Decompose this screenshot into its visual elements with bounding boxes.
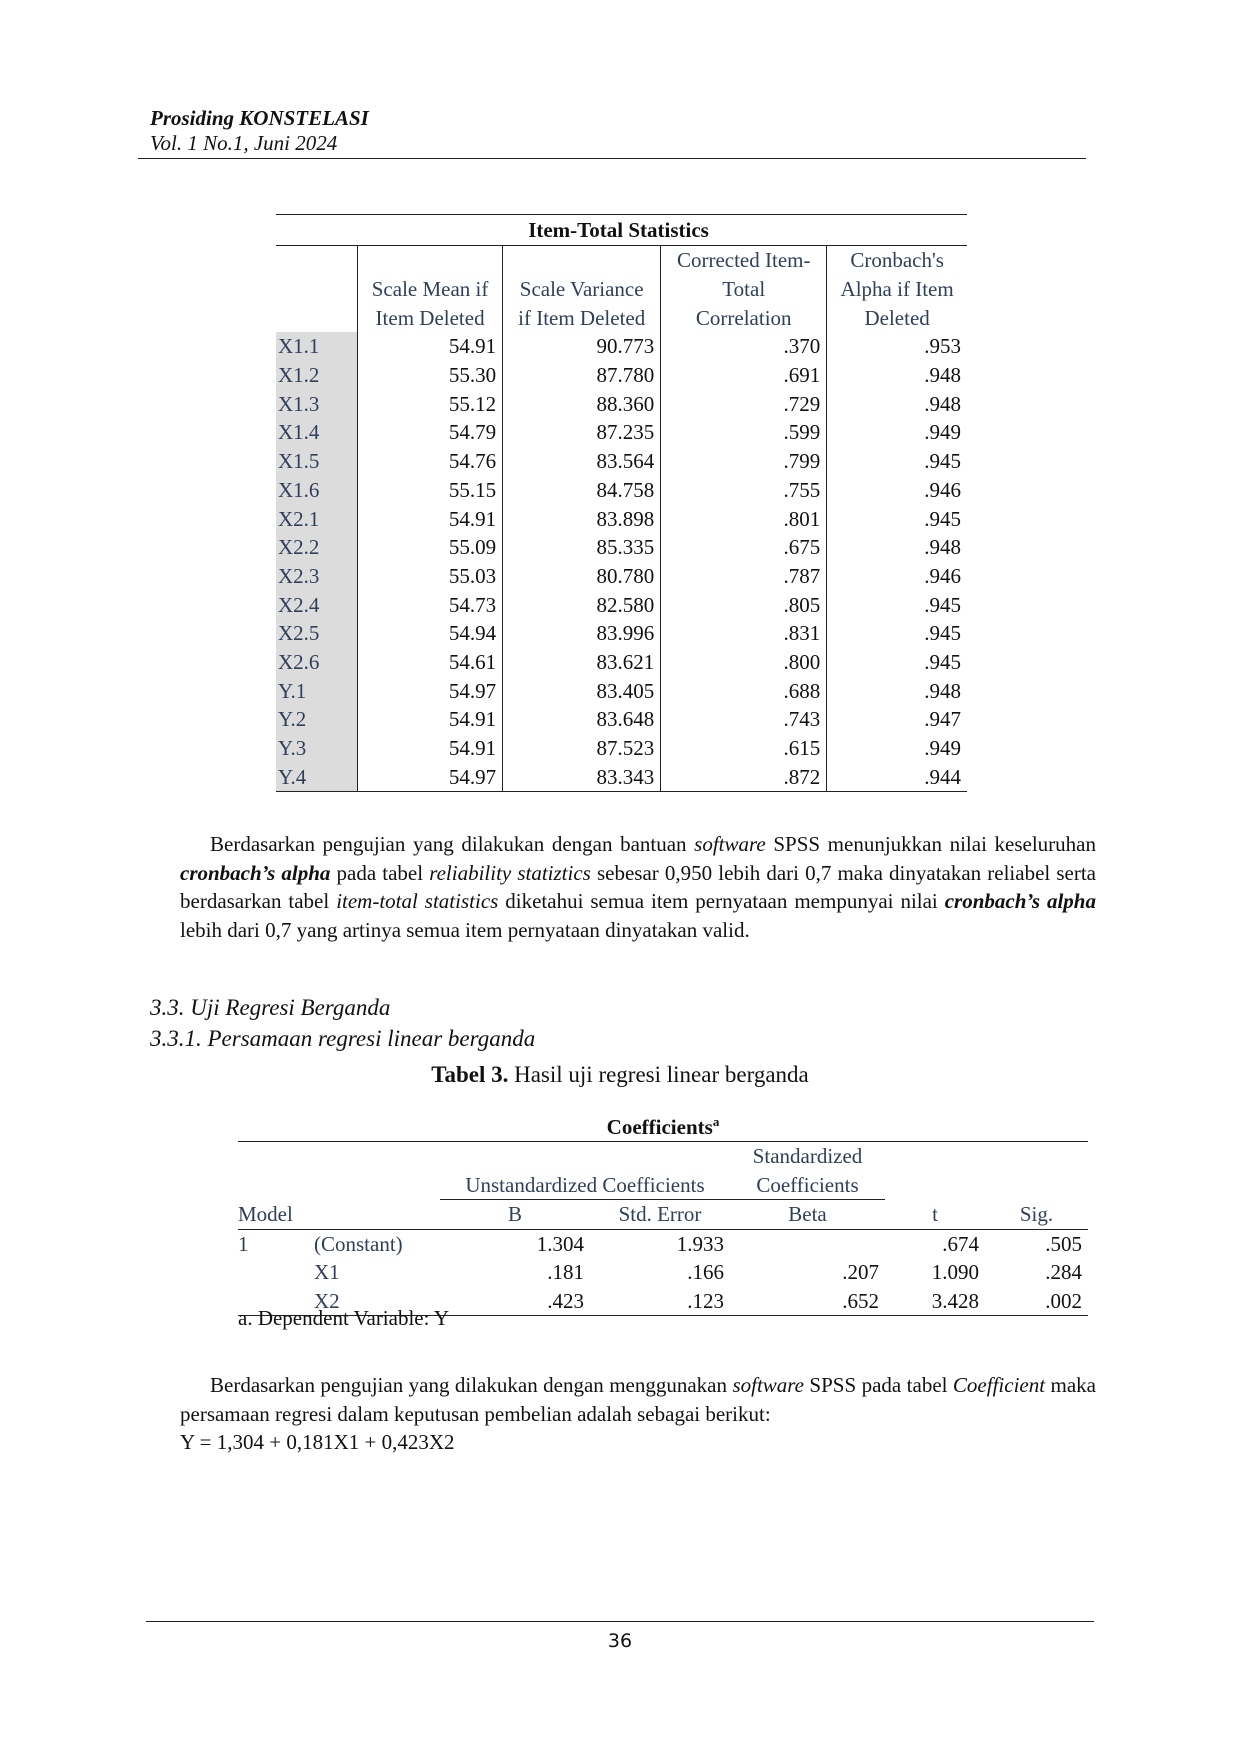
text-run: Berdasarkan pengujian yang dilakukan dengan bantuan [210,832,695,856]
cell-scale-variance: 83.898 [503,504,661,533]
italic-run: software [694,832,766,856]
cell-alpha-if-deleted: .949 [827,734,967,763]
stub-header [276,303,358,332]
journal-name: Prosiding KONSTELASI [150,106,369,130]
cell-scale-mean: 54.94 [358,619,503,648]
cell-scale-variance: 82.580 [503,590,661,619]
col-header: if Item Deleted [503,303,661,332]
col-header: Unstandardized Coefficients [440,1171,730,1200]
table-row [276,332,967,361]
cell-scale-mean: 54.79 [358,418,503,447]
predictor-name: (Constant) [314,1231,403,1256]
cell-scale-variance: 83.996 [503,619,661,648]
item-label: X1.3 [276,389,358,418]
cell-corrected-correlation: .800 [661,648,827,677]
cell-alpha-if-deleted: .947 [827,705,967,734]
cell-scale-variance: 88.360 [503,389,661,418]
cell-scale-mean: 54.91 [358,332,503,361]
italic-run: cronbach’s alpha [944,889,1096,913]
table-row [276,734,967,763]
cell-alpha-if-deleted: .948 [827,533,967,562]
table-row [276,705,967,734]
cell-corrected-correlation: .743 [661,705,827,734]
col-header: Scale Variance [503,275,661,304]
cell-beta: .652 [730,1287,885,1316]
stub-header [276,275,358,304]
stub-header [276,246,358,275]
cell-scale-variance: 83.343 [503,762,661,791]
cell-corrected-correlation: .675 [661,533,827,562]
cell-scale-variance: 83.648 [503,705,661,734]
cell-corrected-correlation: .599 [661,418,827,447]
table-footnote: a. Dependent Variable: Y [238,1306,450,1330]
cell-b: .423 [440,1287,590,1316]
cell-corrected-correlation: .805 [661,590,827,619]
cell-corrected-correlation: .831 [661,619,827,648]
col-header: Beta [730,1200,885,1230]
cell-se: 1.933 [676,1231,724,1256]
italic-run: software [732,1373,804,1397]
cell-t: .674 [942,1231,979,1256]
col-header [503,246,661,275]
cell-corrected-correlation: .691 [661,361,827,390]
col-header: Model [238,1200,440,1230]
coefficients-table [238,1108,1088,1316]
section-heading: 3.3. Uji Regresi Berganda [150,995,391,1020]
cell-beta [730,1229,885,1258]
cell-scale-variance: 80.780 [503,562,661,591]
journal-volume: Vol. 1 No.1, Juni 2024 [150,131,338,155]
table-row [276,676,967,705]
regression-equation: Y = 1,304 + 0,181X1 + 0,423X2 [180,1430,455,1454]
cell-scale-variance: 87.523 [503,734,661,763]
text-run: SPSS pada tabel [804,1373,953,1397]
item-label: X1.5 [276,447,358,476]
page-number: 36 [607,1630,633,1652]
cell-alpha-if-deleted: .946 [827,562,967,591]
paragraph-reliability [180,830,1096,944]
table-row [276,619,967,648]
cell-alpha-if-deleted: .948 [827,361,967,390]
text-run: lebih dari 0,7 yang artinya semua item pernyataan dinyatakan valid. [180,917,750,942]
predictor-name: X1 [314,1260,340,1285]
item-label: X2.6 [276,648,358,677]
table-row [238,1258,1088,1287]
cell-alpha-if-deleted: .946 [827,476,967,505]
cell-scale-mean: 55.09 [358,533,503,562]
item-label: Y.3 [276,734,358,763]
cell-scale-variance: 90.773 [503,332,661,361]
item-label: X2.3 [276,562,358,591]
cell-se: .166 [687,1260,724,1285]
col-header: Scale Mean if [358,275,503,304]
item-label: X2.1 [276,504,358,533]
table-caption [0,1062,1240,1088]
item-label: X1.6 [276,476,358,505]
col-header: Cronbach's [827,246,967,275]
cell-alpha-if-deleted: .948 [827,389,967,418]
cell-corrected-correlation: .755 [661,476,827,505]
cell-scale-variance: 83.564 [503,447,661,476]
col-header: t [885,1200,985,1230]
cell-se: .123 [590,1287,730,1316]
cell-scale-mean: 55.03 [358,562,503,591]
cell-t: 1.090 [931,1260,979,1285]
text-run: maka persamaan regresi dalam keputusan pembelian adalah sebagai berikut: [180,1373,1096,1426]
caption-label: Tabel 3. [431,1062,509,1087]
predictor-name: X2 [314,1287,440,1316]
item-label: X1.4 [276,418,358,447]
cell-scale-mean: 54.91 [358,705,503,734]
header-rule [138,158,1086,159]
col-header: Standardized [752,1144,863,1169]
cell-scale-mean: 54.97 [358,676,503,705]
cell-alpha-if-deleted: .948 [827,676,967,705]
cell-scale-variance: 83.405 [503,676,661,705]
col-header [358,246,503,275]
cell-t: 3.428 [885,1287,985,1316]
cell-scale-mean: 54.91 [358,504,503,533]
col-header: Coefficients [730,1171,885,1200]
cell-corrected-correlation: .370 [661,332,827,361]
item-label: X2.4 [276,590,358,619]
cell-scale-mean: 54.97 [358,762,503,791]
cell-beta: .207 [842,1260,879,1285]
cell-scale-variance: 87.780 [503,361,661,390]
italic-run: item-total statistics [336,889,499,913]
cell-alpha-if-deleted: .944 [827,762,967,791]
cell-sig: .002 [985,1287,1088,1316]
cell-alpha-if-deleted: .945 [827,590,967,619]
table-title: Item-Total Statistics [276,215,967,246]
table-row [238,1229,1088,1258]
cell-scale-variance: 83.621 [503,648,661,677]
cell-corrected-correlation: .799 [661,447,827,476]
cell-alpha-if-deleted: .945 [827,619,967,648]
table-row [276,504,967,533]
cell-alpha-if-deleted: .945 [827,648,967,677]
italic-run: cronbach’s alpha [180,860,331,885]
table-row [276,562,967,591]
cell-corrected-correlation: .729 [661,389,827,418]
col-header: Total [661,275,827,304]
cell-scale-variance: 84.758 [503,476,661,505]
col-header: Deleted [827,303,967,332]
item-label: X2.2 [276,533,358,562]
cell-scale-mean: 54.91 [358,734,503,763]
cell-alpha-if-deleted: .949 [827,418,967,447]
cell-corrected-correlation: .872 [661,762,827,791]
table-row [276,476,967,505]
model-number: 1 [238,1231,249,1256]
col-header: Corrected Item- [661,246,827,275]
item-label: Y.4 [276,762,358,791]
item-label: X1.2 [276,361,358,390]
cell-scale-mean: 54.73 [358,590,503,619]
text-run: diketahui semua item pernyataan mempunyai nilai [498,889,945,913]
table-row [276,447,967,476]
table-row [276,418,967,447]
table-row [276,361,967,390]
cell-scale-mean: 55.12 [358,389,503,418]
col-header: Alpha if Item [827,275,967,304]
text-run: pada tabel [330,860,430,885]
text-run: SPSS menunjukkan nilai keseluruhan [765,832,1096,856]
text-run: sebesar 0,950 lebih dari 0,7 maka dinyatakan reliabel serta berdasarkan tabel [180,860,1096,913]
item-label: Y.1 [276,676,358,705]
cell-corrected-correlation: .801 [661,504,827,533]
cell-b: 1.304 [536,1231,584,1256]
table-row [276,590,967,619]
item-label: Y.2 [276,705,358,734]
cell-scale-mean: 54.76 [358,447,503,476]
cell-alpha-if-deleted: .953 [827,332,967,361]
cell-scale-variance: 85.335 [503,533,661,562]
italic-run: reliability statiztics [429,860,591,885]
cell-scale-variance: 87.235 [503,418,661,447]
col-header: Sig. [985,1200,1088,1230]
item-label: X2.5 [276,619,358,648]
table-row [276,648,967,677]
cell-b: .181 [547,1260,584,1285]
item-total-statistics-table [276,214,967,792]
table-row [276,762,967,791]
cell-scale-mean: 55.15 [358,476,503,505]
cell-corrected-correlation: .688 [661,676,827,705]
text-run: Berdasarkan pengujian yang dilakukan dengan menggunakan [210,1373,733,1397]
item-label: X1.1 [276,332,358,361]
cell-scale-mean: 55.30 [358,361,503,390]
caption-text: Hasil uji regresi linear berganda [508,1062,809,1087]
cell-alpha-if-deleted: .945 [827,504,967,533]
footer-rule [146,1621,1094,1622]
table-row [276,389,967,418]
table-row [276,533,967,562]
col-header: Std. Error [590,1200,730,1230]
cell-corrected-correlation: .615 [661,734,827,763]
col-header: Item Deleted [358,303,503,332]
col-header: B [440,1200,590,1230]
cell-sig: .505 [1045,1231,1082,1256]
cell-corrected-correlation: .787 [661,562,827,591]
table-title: Coefficients$^a$ [238,1108,1088,1142]
paragraph-regression [180,1371,1096,1428]
col-header: Correlation [661,303,827,332]
italic-run: Coefficient [952,1373,1046,1397]
cell-sig: .284 [1045,1260,1082,1285]
running-header [150,106,369,156]
subsection-heading: 3.3.1. Persamaan regresi linear berganda [150,1026,536,1051]
cell-alpha-if-deleted: .945 [827,447,967,476]
cell-scale-mean: 54.61 [358,648,503,677]
